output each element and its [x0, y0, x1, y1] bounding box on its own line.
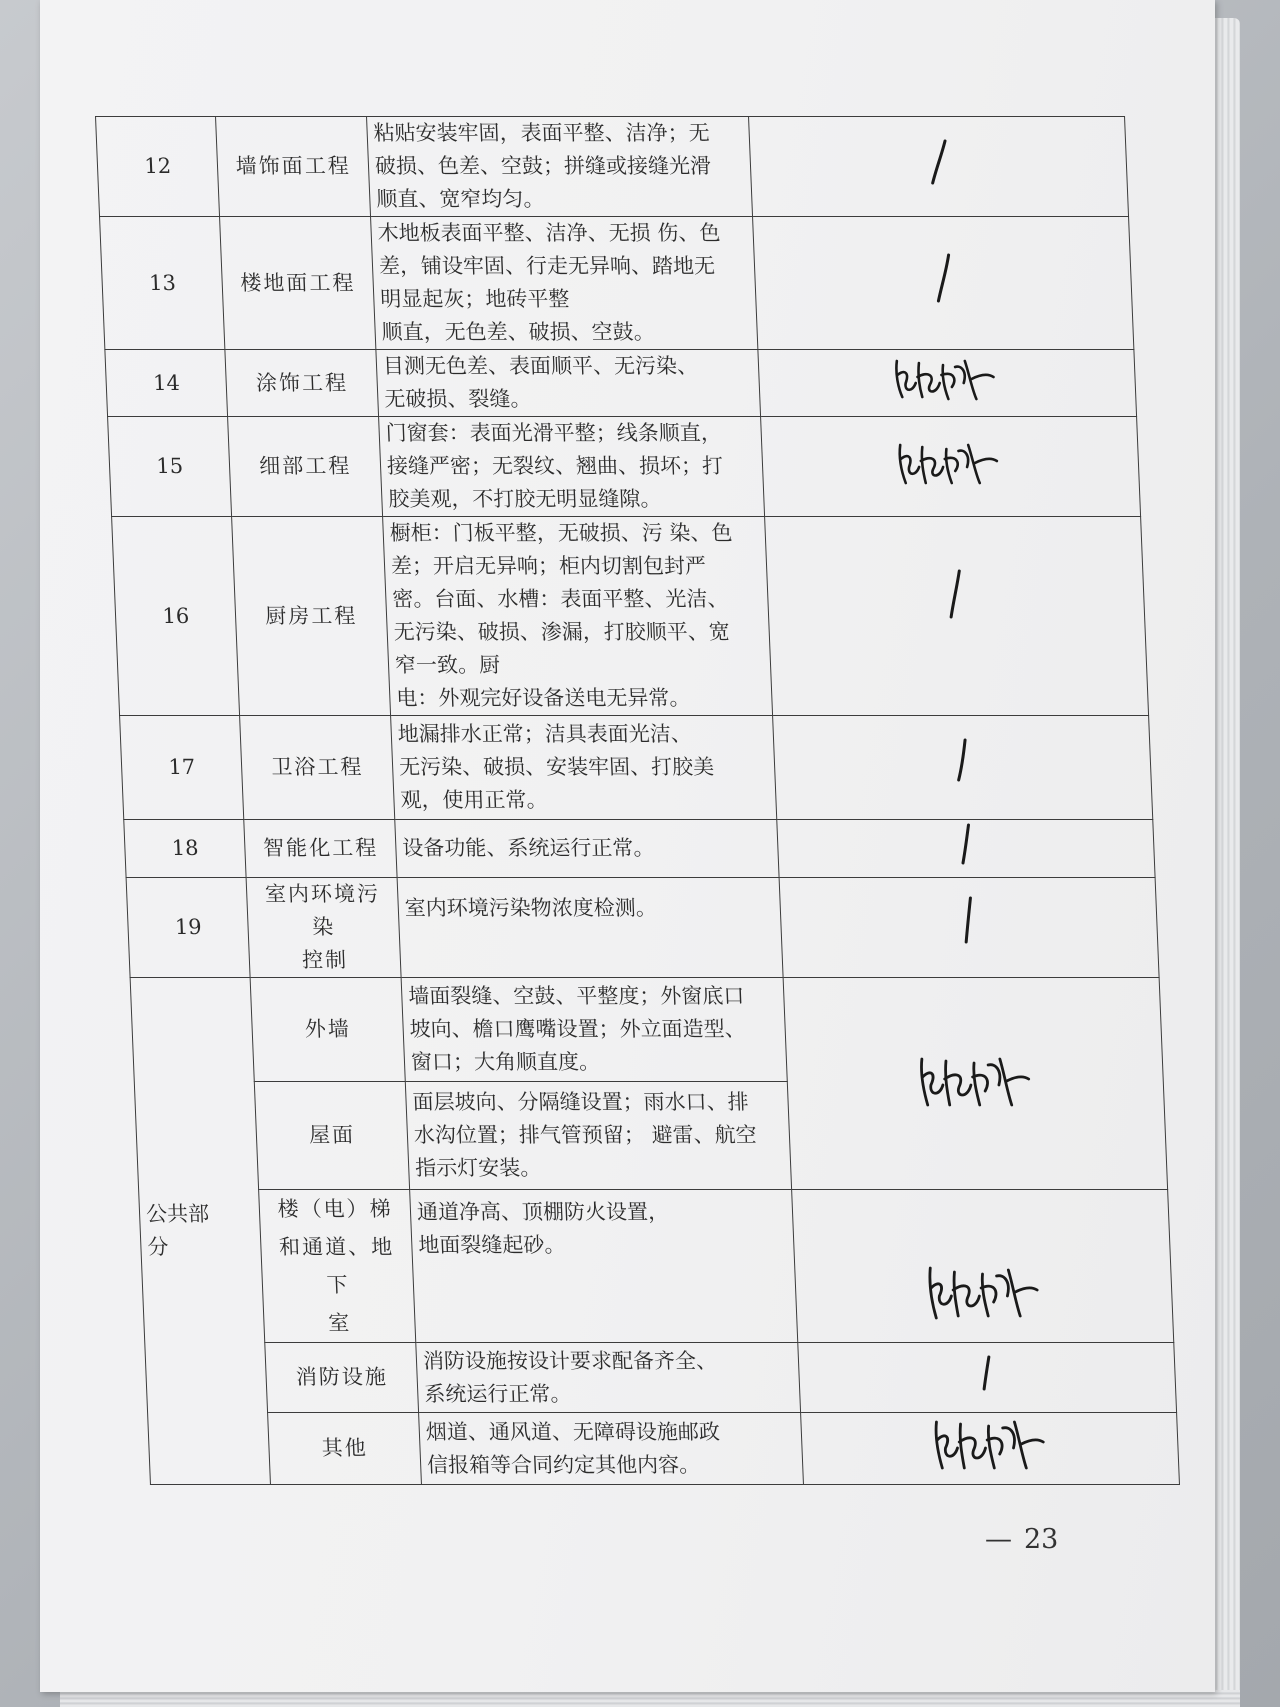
requirement-text: 门窗套：表面光滑平整；线条顺直， 接缝严密；无裂纹、翘曲、损坏；打 胶美观，不打胶无明显缝隙。 [379, 417, 765, 517]
handwritten-signature [928, 1414, 1050, 1474]
requirement-text: 木地板表面平整、洁净、无损 伤、色 差，铺设牢固、行走无异响、踏地无 明显起灰；地砖平整 顺直，无色差、破损、空鼓。 [370, 217, 757, 350]
table-row-public [145, 1343, 1177, 1413]
item-name: 消防设施 [265, 1343, 418, 1413]
item-name: 外墙 [251, 978, 406, 1082]
table-row [112, 517, 1149, 716]
row-number: 18 [124, 820, 247, 878]
page-number [985, 1524, 1058, 1555]
requirement-text: 目测无色差、表面顺平、无污染、 无破损、裂缝。 [376, 350, 760, 417]
requirement-text: 面层坡向、分隔缝设置；雨水口、排 水沟位置；排气管预留； 避雷、航空 指示灯安装。 [405, 1082, 791, 1190]
table-row [105, 350, 1137, 417]
requirement-text: 消防设施按设计要求配备齐全、 系统运行正常。 [416, 1343, 801, 1413]
signature-cell [797, 1343, 1176, 1413]
handwritten-signature [894, 435, 1006, 489]
requirement-text: 通道净高、顶棚防火设置， 地面裂缝起砂。 [410, 1190, 798, 1343]
requirement-text: 粘贴安装牢固，表面平整、洁净；无 破损、色差、空鼓；拼缝或接缝光滑 顺直、宽窄均匀。 [366, 117, 752, 217]
requirement-text: 地漏排水正常；洁具表面光洁、 无污染、破损、安装牢固、打胶美 观，使用正常。 [391, 716, 777, 820]
handwritten-slash-mark [917, 137, 959, 187]
item-name: 智能化工程 [244, 820, 397, 878]
row-number: 14 [105, 350, 228, 417]
signature-cell [758, 350, 1137, 417]
table-row [108, 417, 1141, 517]
handwritten-signature [891, 353, 1003, 403]
signature-cell [748, 117, 1128, 217]
signature-cell [772, 716, 1153, 820]
signature-cell [779, 878, 1159, 978]
signature-cell [800, 1413, 1179, 1485]
item-name: 卫浴工程 [240, 716, 395, 820]
signature-cell [791, 1190, 1173, 1343]
signature-cell [760, 417, 1140, 517]
requirement-text: 墙面裂缝、空鼓、平整度；外窗底口 坡向、檐口鹰嘴设置；外立面造型、 窗口；大角顺直度。 [401, 978, 787, 1082]
handwritten-slash-mark [941, 736, 983, 784]
handwritten-slash-mark [948, 894, 990, 946]
paper-stack-bottom [60, 1690, 1240, 1707]
item-name: 室内环境污染 控制 [247, 878, 402, 978]
handwritten-slash-mark [971, 1353, 1003, 1393]
row-number: 12 [96, 117, 220, 217]
table-row [126, 878, 1159, 978]
requirement-text: 烟道、通风道、无障碍设施邮政 信报箱等合同约定其他内容。 [419, 1413, 804, 1485]
table-row-public [130, 978, 1163, 1082]
requirement-text: 橱柜：门板平整，无破损、污 染、色 差；开启无异响；柜内切割包封严 密。台面、水槽：表面平整、光洁、 无污染、破损、渗漏，打胶顺平、宽 窄一致。厨 电：外观完好设备送电无异常。 [383, 517, 773, 716]
handwritten-slash-mark [922, 251, 964, 305]
signature-cell [752, 217, 1134, 350]
item-name: 楼地面工程 [220, 217, 376, 350]
signature-cell [776, 820, 1155, 878]
page-number-value: 23 [1024, 1524, 1059, 1555]
table-row [96, 117, 1129, 217]
handwritten-signature [914, 1047, 1037, 1111]
table-row [100, 217, 1134, 350]
requirement-text: 室内环境污染物浓度检测。 [397, 878, 783, 978]
row-number: 16 [112, 517, 240, 716]
row-number: 17 [120, 716, 245, 820]
handwritten-slash-mark [945, 821, 987, 867]
item-name: 涂饰工程 [225, 350, 378, 417]
handwritten-signature [922, 1260, 1045, 1324]
row-number: 15 [108, 417, 232, 517]
inspection-table [95, 116, 1180, 1485]
item-name: 墙饰面工程 [216, 117, 371, 217]
table-row-public [148, 1413, 1180, 1485]
handwritten-slash-mark [934, 567, 976, 621]
table-row [120, 716, 1153, 820]
row-number: 19 [126, 878, 250, 978]
row-number: 13 [100, 217, 226, 350]
item-name: 其他 [268, 1413, 421, 1485]
public-category-label: 公共部 分 [130, 978, 271, 1485]
table-row-public [139, 1190, 1174, 1343]
page-number-dash: — [985, 1524, 1012, 1555]
document-page [40, 0, 1215, 1692]
signature-cell [764, 517, 1148, 716]
requirement-text: 设备功能、系统运行正常。 [395, 820, 779, 878]
item-name: 细部工程 [228, 417, 383, 517]
item-name: 屋面 [255, 1082, 410, 1190]
item-name: 厨房工程 [232, 517, 391, 716]
table-row [124, 820, 1155, 878]
item-name: 楼（电）梯 和通道、地下 室 [259, 1190, 416, 1343]
signature-cell [783, 978, 1168, 1190]
